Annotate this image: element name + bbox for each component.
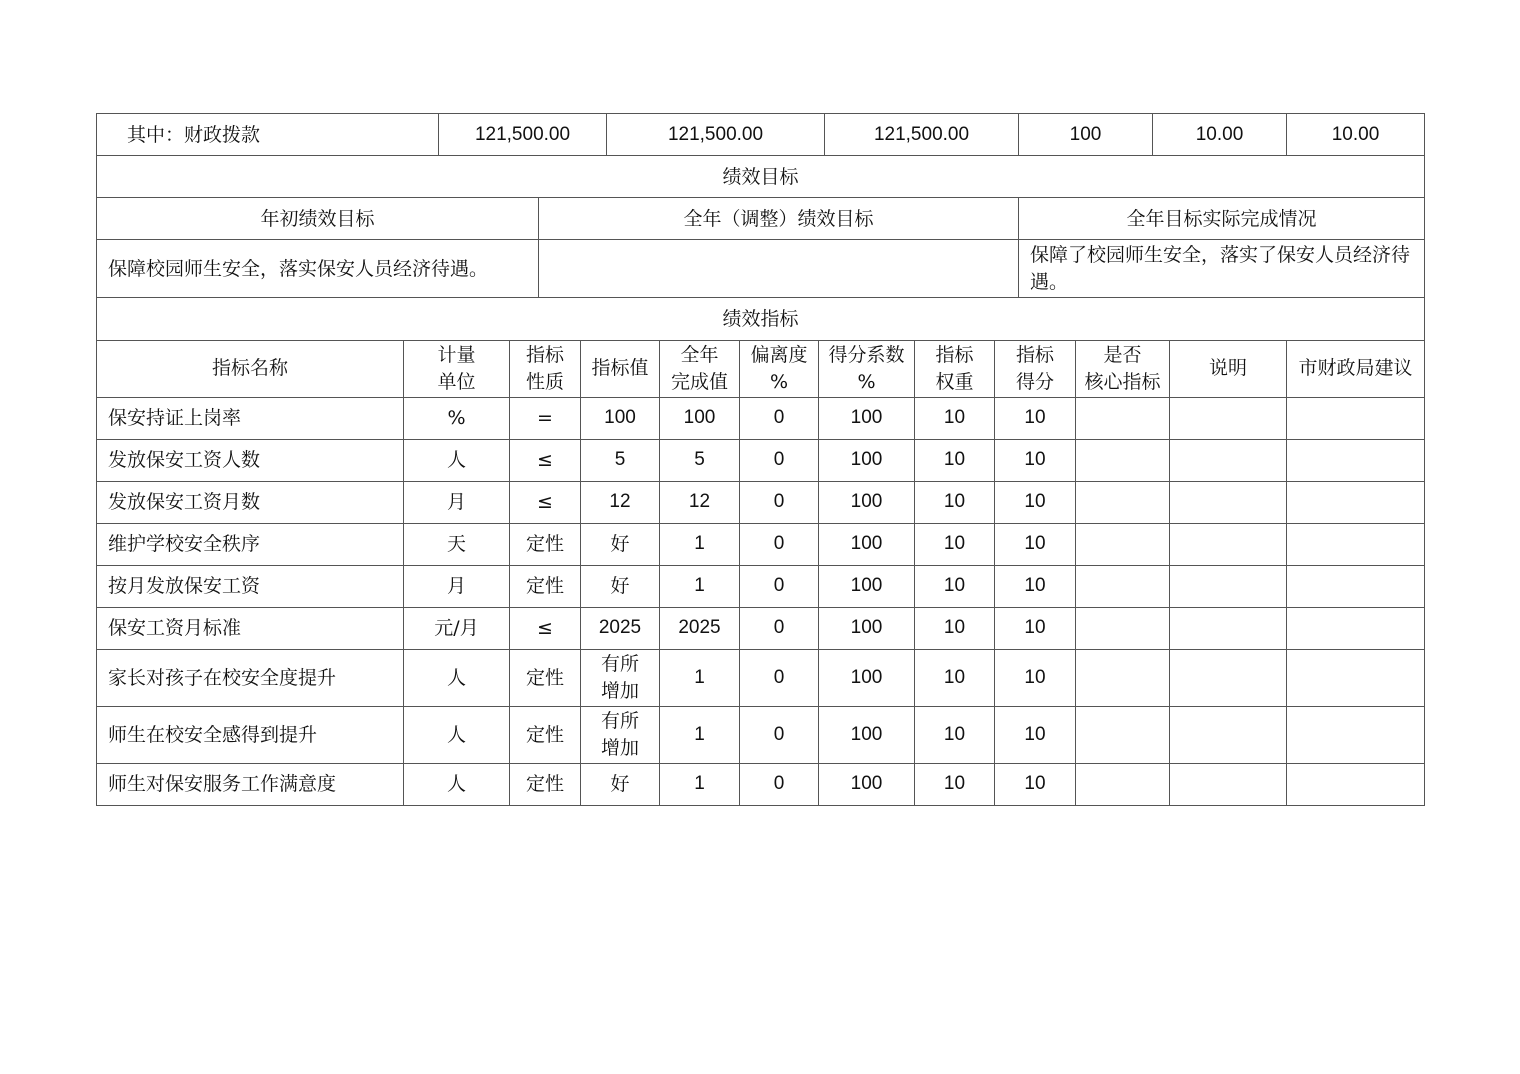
indicator-unit: 月 <box>404 481 510 523</box>
indicator-core <box>1076 706 1170 763</box>
indicator-target: 2025 <box>581 607 660 649</box>
indicator-nature: ≤ <box>510 481 581 523</box>
col-header: 得分系数 % <box>819 340 915 397</box>
indicator-note <box>1170 565 1287 607</box>
indicator-advice <box>1287 397 1425 439</box>
goals-header: 全年（调整）绩效目标 <box>539 198 1019 240</box>
indicator-nature: 定性 <box>510 565 581 607</box>
indicator-core <box>1076 763 1170 805</box>
funding-value: 121,500.00 <box>607 114 825 156</box>
indicator-note <box>1170 649 1287 706</box>
indicator-coef: 100 <box>819 706 915 763</box>
indicator-note <box>1170 481 1287 523</box>
indicator-target-line: 有所 <box>600 709 639 732</box>
indicator-name: 维护学校安全秩序 <box>97 523 404 565</box>
indicator-weight: 10 <box>915 481 995 523</box>
indicator-note <box>1170 439 1287 481</box>
indicator-nature: 定性 <box>510 649 581 706</box>
indicator-weight: 10 <box>915 397 995 439</box>
indicator-actual: 100 <box>660 397 740 439</box>
indicator-coef: 100 <box>819 481 915 523</box>
indicator-deviation: 0 <box>740 763 819 805</box>
adjusted-goal <box>539 240 1019 298</box>
funding-row <box>97 114 1425 156</box>
indicator-note <box>1170 607 1287 649</box>
indicator-coef: 100 <box>819 607 915 649</box>
indicator-deviation: 0 <box>740 706 819 763</box>
indicator-deviation: 0 <box>740 607 819 649</box>
indicator-name: 发放保安工资月数 <box>97 481 404 523</box>
indicator-name: 师生在校安全感得到提升 <box>97 706 404 763</box>
indicator-score: 10 <box>995 397 1076 439</box>
indicator-nature: 定性 <box>510 523 581 565</box>
indicator-advice <box>1287 481 1425 523</box>
col-header: 说明 <box>1170 340 1287 397</box>
indicator-actual: 2025 <box>660 607 740 649</box>
performance-sheet <box>96 113 1424 806</box>
actual-completion-line: 遇。 <box>1030 270 1069 293</box>
col-header: 计量 单位 <box>404 340 510 397</box>
indicator-weight: 10 <box>915 565 995 607</box>
indicator-core <box>1076 565 1170 607</box>
col-header: 指标名称 <box>97 340 404 397</box>
table-row <box>97 649 1425 706</box>
table-row <box>97 481 1425 523</box>
indicator-target-line: 有所 <box>600 652 639 675</box>
indicator-unit: 人 <box>404 439 510 481</box>
indicator-deviation: 0 <box>740 439 819 481</box>
indicator-coef: 100 <box>819 523 915 565</box>
indicator-core <box>1076 397 1170 439</box>
table-row <box>97 607 1425 649</box>
indicator-coef: 100 <box>819 439 915 481</box>
indicator-name: 师生对保安服务工作满意度 <box>97 763 404 805</box>
indicator-score: 10 <box>995 565 1076 607</box>
indicator-weight: 10 <box>915 607 995 649</box>
indicator-note <box>1170 706 1287 763</box>
table-row <box>97 706 1425 763</box>
indicator-core <box>1076 607 1170 649</box>
indicator-advice <box>1287 763 1425 805</box>
indicator-score: 10 <box>995 523 1076 565</box>
indicator-unit: 人 <box>404 649 510 706</box>
indicator-note <box>1170 397 1287 439</box>
indicator-name: 家长对孩子在校安全度提升 <box>97 649 404 706</box>
goals-content-row <box>97 240 1425 298</box>
indicators-table <box>96 298 1425 806</box>
indicator-deviation: 0 <box>740 397 819 439</box>
indicator-actual: 1 <box>660 763 740 805</box>
indicator-deviation: 0 <box>740 565 819 607</box>
table-row <box>97 763 1425 805</box>
funding-value: 100 <box>1019 114 1153 156</box>
indicator-advice <box>1287 607 1425 649</box>
indicator-actual: 1 <box>660 523 740 565</box>
indicator-target: 好 <box>581 763 660 805</box>
indicator-advice <box>1287 565 1425 607</box>
indicator-advice <box>1287 523 1425 565</box>
indicator-target: 12 <box>581 481 660 523</box>
funding-value: 121,500.00 <box>439 114 607 156</box>
indicator-score: 10 <box>995 607 1076 649</box>
indicator-core <box>1076 439 1170 481</box>
funding-value: 121,500.00 <box>825 114 1019 156</box>
indicator-weight: 10 <box>915 763 995 805</box>
indicator-deviation: 0 <box>740 523 819 565</box>
indicator-name: 按月发放保安工资 <box>97 565 404 607</box>
indicator-unit: 天 <box>404 523 510 565</box>
actual-completion-line: 保障了校园师生安全，落实了保安人员经济待 <box>1030 243 1411 266</box>
indicator-weight: 10 <box>915 439 995 481</box>
indicator-nature: 定性 <box>510 706 581 763</box>
indicator-target: 好 <box>581 565 660 607</box>
indicator-deviation: 0 <box>740 481 819 523</box>
funding-value: 10.00 <box>1287 114 1425 156</box>
col-header: 指标 性质 <box>510 340 581 397</box>
indicator-actual: 1 <box>660 706 740 763</box>
indicator-coef: 100 <box>819 565 915 607</box>
indicators-header-row <box>97 340 1425 397</box>
indicator-core <box>1076 649 1170 706</box>
actual-completion <box>1019 240 1425 298</box>
indicator-core <box>1076 523 1170 565</box>
indicator-target: 100 <box>581 397 660 439</box>
table-row <box>97 523 1425 565</box>
table-row <box>97 565 1425 607</box>
indicator-note <box>1170 523 1287 565</box>
indicator-deviation: 0 <box>740 649 819 706</box>
col-header: 指标值 <box>581 340 660 397</box>
indicator-name: 保安持证上岗率 <box>97 397 404 439</box>
indicator-score: 10 <box>995 481 1076 523</box>
col-header: 市财政局建议 <box>1287 340 1425 397</box>
indicator-nature: ≤ <box>510 607 581 649</box>
goals-header: 年初绩效目标 <box>97 198 539 240</box>
indicator-actual: 5 <box>660 439 740 481</box>
indicator-nature: ≤ <box>510 439 581 481</box>
table-row <box>97 397 1425 439</box>
indicator-actual: 12 <box>660 481 740 523</box>
indicator-score: 10 <box>995 706 1076 763</box>
funding-goals-table <box>96 113 1425 298</box>
initial-goal: 保障校园师生安全，落实保安人员经济待遇。 <box>97 240 539 298</box>
indicator-advice <box>1287 439 1425 481</box>
indicator-weight: 10 <box>915 523 995 565</box>
indicator-coef: 100 <box>819 763 915 805</box>
indicator-target <box>581 706 660 763</box>
indicator-score: 10 <box>995 763 1076 805</box>
col-header: 指标 权重 <box>915 340 995 397</box>
indicator-unit: 人 <box>404 706 510 763</box>
funding-label: 其中：财政拨款 <box>97 114 439 156</box>
indicator-unit: 月 <box>404 565 510 607</box>
goals-section-title: 绩效目标 <box>97 156 1425 198</box>
indicator-advice <box>1287 649 1425 706</box>
indicator-unit: 人 <box>404 763 510 805</box>
col-header: 偏离度 % <box>740 340 819 397</box>
indicator-coef: 100 <box>819 397 915 439</box>
indicator-weight: 10 <box>915 649 995 706</box>
funding-value: 10.00 <box>1153 114 1287 156</box>
col-header: 是否 核心指标 <box>1076 340 1170 397</box>
indicator-unit: % <box>404 397 510 439</box>
goals-header: 全年目标实际完成情况 <box>1019 198 1425 240</box>
col-header: 全年 完成值 <box>660 340 740 397</box>
indicator-target <box>581 649 660 706</box>
indicator-weight: 10 <box>915 706 995 763</box>
indicator-actual: 1 <box>660 649 740 706</box>
indicator-score: 10 <box>995 439 1076 481</box>
indicator-nature: 定性 <box>510 763 581 805</box>
indicator-actual: 1 <box>660 565 740 607</box>
goals-header-row <box>97 198 1425 240</box>
indicator-note <box>1170 763 1287 805</box>
indicator-core <box>1076 481 1170 523</box>
indicator-name: 保安工资月标准 <box>97 607 404 649</box>
indicator-advice <box>1287 706 1425 763</box>
indicator-target-line: 增加 <box>600 679 639 702</box>
indicator-coef: 100 <box>819 649 915 706</box>
indicator-nature: = <box>510 397 581 439</box>
indicator-target: 好 <box>581 523 660 565</box>
table-row <box>97 439 1425 481</box>
indicator-name: 发放保安工资人数 <box>97 439 404 481</box>
col-header: 指标 得分 <box>995 340 1076 397</box>
indicators-section-title: 绩效指标 <box>97 298 1425 340</box>
indicator-target: 5 <box>581 439 660 481</box>
indicator-rows <box>97 397 1425 805</box>
indicator-score: 10 <box>995 649 1076 706</box>
indicator-unit: 元/月 <box>404 607 510 649</box>
indicator-target-line: 增加 <box>600 736 639 759</box>
